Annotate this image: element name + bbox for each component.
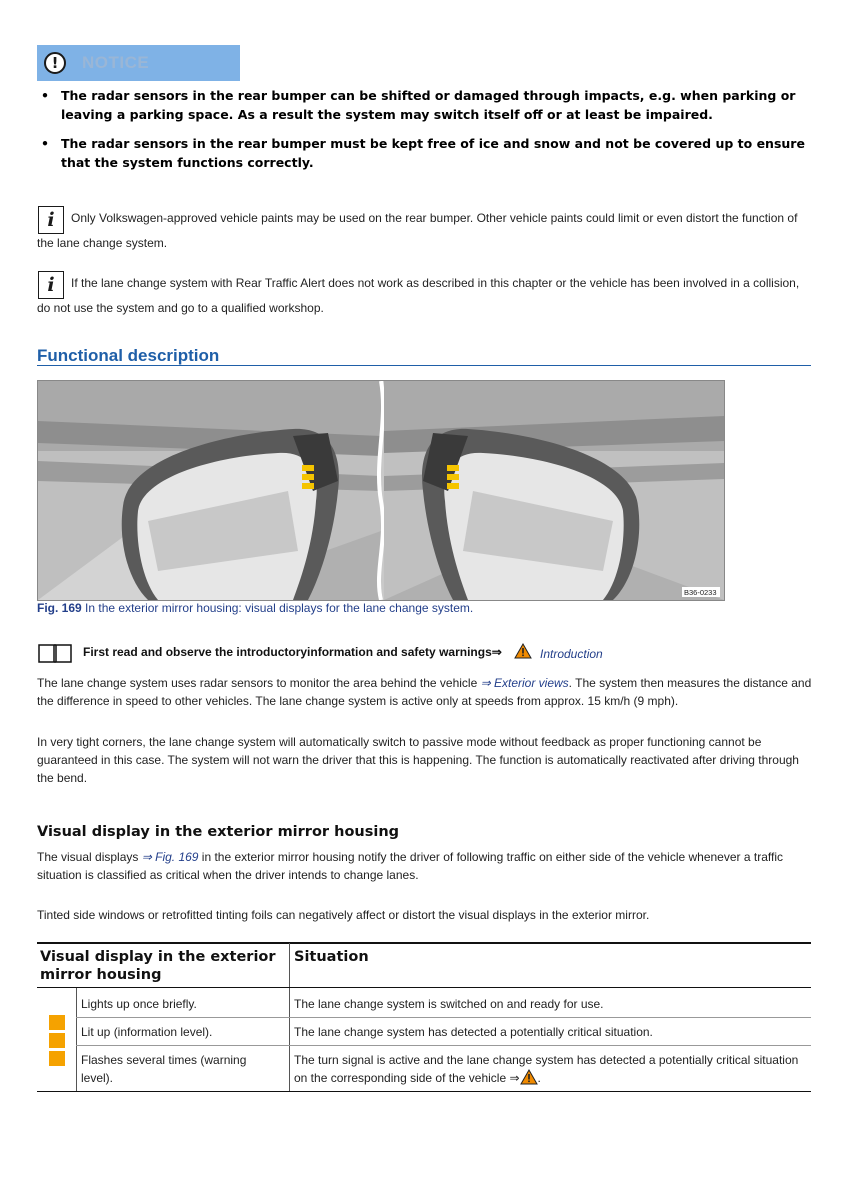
table-cell-display: Flashes several times (warning level). — [81, 1053, 247, 1085]
exterior-views-link[interactable]: ⇒ Exterior views — [480, 676, 569, 690]
table-header-display: Visual display in the exterior mirror housing — [40, 949, 276, 983]
info-icon: i — [38, 206, 64, 234]
table-header-rule — [37, 987, 811, 988]
paragraph: The lane change system uses radar sensors to monitor the area behind the vehicle ⇒ Exterior views. The system then measures the distance and the difference in speed to other vehicles. The lane change system is active only at speeds from approx. 15 km/h (9 mph). — [37, 676, 812, 708]
table-cell-situation: The lane change system has detected a potentially critical situation. — [294, 1025, 653, 1039]
table-top-rule — [37, 942, 811, 944]
lamp-indicator — [49, 1051, 65, 1066]
heading-rule — [37, 365, 811, 366]
notice-title: NOTICE — [82, 53, 150, 72]
figure-caption — [37, 600, 473, 617]
table-cell-display: Lights up once briefly. — [81, 997, 197, 1011]
subheading: Visual display in the exterior mirror housing — [37, 824, 400, 840]
bullet-dot: • — [41, 136, 49, 151]
introduction-link[interactable]: Introduction — [540, 647, 603, 661]
bullet-dot: • — [41, 88, 49, 103]
table-header-situation: Situation — [294, 949, 369, 965]
table-bottom-rule — [37, 1091, 811, 1092]
figure-caption-text: In the exterior mirror housing: visual displays for the lane change system. — [85, 601, 474, 615]
table-row-rule — [76, 1017, 811, 1018]
book-icon — [37, 642, 73, 664]
info-note: If the lane change system with Rear Traffic Alert does not work as described in this chapter or the vehicle has been involved in a collision, do not use the system and go to a qualified workshop. — [37, 276, 800, 315]
table-cell-situation: The lane change system is switched on and ready for use. — [294, 997, 604, 1011]
figure-mirror-displays — [37, 380, 725, 601]
table-cell-situation: The turn signal is active and the lane change system has detected a potentially critical situation on the corresponding side of the vehicle ⇒ . — [294, 1053, 799, 1085]
lamp-indicator — [49, 1033, 65, 1048]
paragraph: The visual displays ⇒ Fig. 169 in the exterior mirror housing notify the driver of following traffic on either side of the vehicle whenever a traffic situation is classified as critical when the driver intends to change lanes. — [37, 850, 783, 882]
info-icon: i — [38, 271, 64, 299]
warning-triangle-icon — [520, 1069, 538, 1085]
lamp-indicator — [49, 1015, 65, 1030]
figure-code: B36-0233 — [684, 588, 717, 597]
table-cell-display: Lit up (information level). — [81, 1025, 213, 1039]
notice-bullet: • The radar sensors in the rear bumper must be kept free of ice and snow and not be covered up to ensure that the system functions correctly. — [41, 136, 805, 170]
read-first-text: First read and observe the introductoryinformation and safety warnings⇒ — [83, 645, 502, 659]
exclamation-circle-icon: ! — [44, 52, 66, 74]
mirror-illustration — [38, 381, 724, 600]
figure-label: Fig. 169 — [37, 601, 82, 615]
table-lamp-divider — [76, 988, 77, 1091]
table-row-rule — [76, 1045, 811, 1046]
fig-169-link[interactable]: ⇒ Fig. 169 — [141, 850, 199, 864]
notice-bullet: • The radar sensors in the rear bumper can be shifted or damaged through impacts, e.g. when parking or leaving a parking space. As a result the system may switch itself off or at least be impaired. — [41, 88, 796, 122]
warning-triangle-icon — [514, 643, 532, 659]
info-note: Only Volkswagen-approved vehicle paints may be used on the rear bumper. Other vehicle paints could limit or even distort the function of the lane change system. — [37, 211, 798, 250]
section-heading: Functional description — [37, 346, 220, 365]
paragraph: Tinted side windows or retrofitted tinting foils can negatively affect or distort the visual displays in the exterior mirror. — [37, 908, 650, 922]
paragraph: In very tight corners, the lane change system will automatically switch to passive mode without feedback as proper functioning cannot be guaranteed in this case. The system will not warn the driver that this is happening. The function is automatically reactivated after driving through the bend. — [37, 735, 799, 785]
